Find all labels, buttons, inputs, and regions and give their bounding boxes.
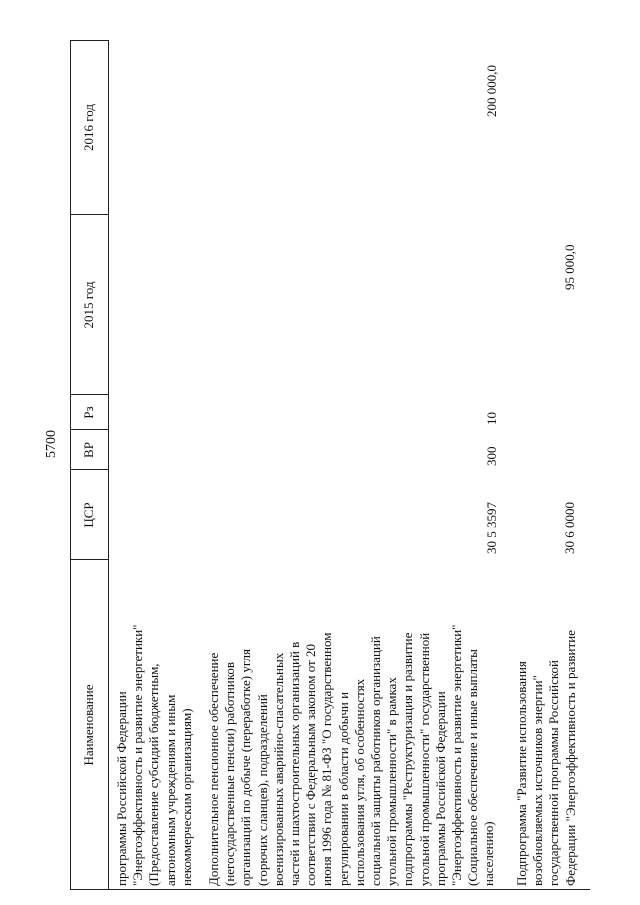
row-2-rz: 10 bbox=[484, 412, 499, 425]
header-csr: ЦСР bbox=[81, 502, 96, 528]
grid-line bbox=[70, 394, 108, 395]
row-2-line: использования угля, об особенностях bbox=[351, 678, 367, 886]
row-1-name bbox=[114, 625, 195, 886]
row-2-line: регулировании в области добычи и bbox=[335, 691, 351, 886]
row-2-line: угольной промышленности" государственной bbox=[416, 632, 432, 886]
grid-line-top bbox=[70, 40, 71, 890]
row-3-csr: 30 6 0000 bbox=[562, 502, 577, 554]
grid-line bbox=[70, 214, 108, 215]
row-2-line: программы Российской Федерации bbox=[432, 691, 448, 886]
row-2-line: (негосударственные пенсии) работников bbox=[222, 661, 238, 886]
table-header bbox=[70, 40, 109, 890]
row-2-line: "Энергоэффективность и развитие энергетики" bbox=[449, 624, 465, 886]
row-2-line: организаций по добыче (переработке) угля bbox=[238, 649, 254, 886]
row-2-2016: 200 000,0 bbox=[484, 65, 499, 117]
grid-line bbox=[70, 559, 108, 560]
row-1-line: автономным учреждениям и иным bbox=[162, 694, 178, 886]
row-1-line: некоммерческим организациям) bbox=[178, 708, 194, 886]
grid-line bbox=[70, 889, 590, 890]
grid-line bbox=[70, 40, 108, 41]
row-2-line: частей и шахтостроительных организаций в bbox=[287, 641, 303, 886]
row-1-line: "Энергоэффективность и развитие энергетики" bbox=[130, 624, 146, 886]
row-3-name bbox=[514, 630, 579, 886]
header-2015: 2015 год bbox=[81, 281, 96, 329]
row-2-line: Дополнительное пенсионное обеспечение bbox=[206, 652, 221, 886]
row-2-line: соответствии с Федеральным законом от 20 bbox=[303, 644, 319, 886]
row-2-line: июня 1996 года № 81-ФЗ "О государственном bbox=[319, 632, 335, 886]
row-3-line: государственной программы Российской bbox=[546, 660, 562, 886]
row-3-line: Федерации "Энергоэффективность и развитие bbox=[562, 630, 578, 886]
row-3-2015: 95 000,0 bbox=[562, 244, 577, 290]
row-2-line: военизированных аварийно-спасательных bbox=[270, 652, 286, 886]
grid-line bbox=[70, 429, 108, 430]
row-2-csr: 30 5 3597 bbox=[484, 502, 499, 554]
row-2-line: населению) bbox=[481, 821, 497, 886]
row-2-name bbox=[206, 625, 498, 886]
header-vr: ВР bbox=[81, 442, 96, 458]
row-2-line: социальной защиты работников организаций bbox=[368, 636, 384, 886]
row-2-vr: 300 bbox=[484, 446, 499, 466]
row-3-line: возобновляемых источников энергии" bbox=[530, 675, 546, 886]
row-1-line: (Предоставление субсидий бюджетным, bbox=[146, 663, 162, 886]
row-1-line: программы Российской Федерации bbox=[114, 691, 129, 886]
grid-line bbox=[70, 469, 108, 470]
header-2016: 2016 год bbox=[81, 104, 96, 151]
page-number: 5700 bbox=[44, 430, 59, 458]
header-rz: Рз bbox=[81, 406, 96, 419]
row-2-line: (Социальное обеспечение и иные выплаты bbox=[465, 649, 481, 886]
budget-table bbox=[70, 40, 590, 890]
row-3-line: Подпрограмма "Развитие использования bbox=[514, 661, 529, 886]
row-2-line: подпрограммы "Реструктуризация и развитие bbox=[400, 632, 416, 886]
row-2-line: (горючих сланцев), подразделений bbox=[254, 694, 270, 886]
header-name: Наименование bbox=[81, 684, 96, 766]
row-2-line: угольной промышленности" в рамках bbox=[384, 677, 400, 886]
